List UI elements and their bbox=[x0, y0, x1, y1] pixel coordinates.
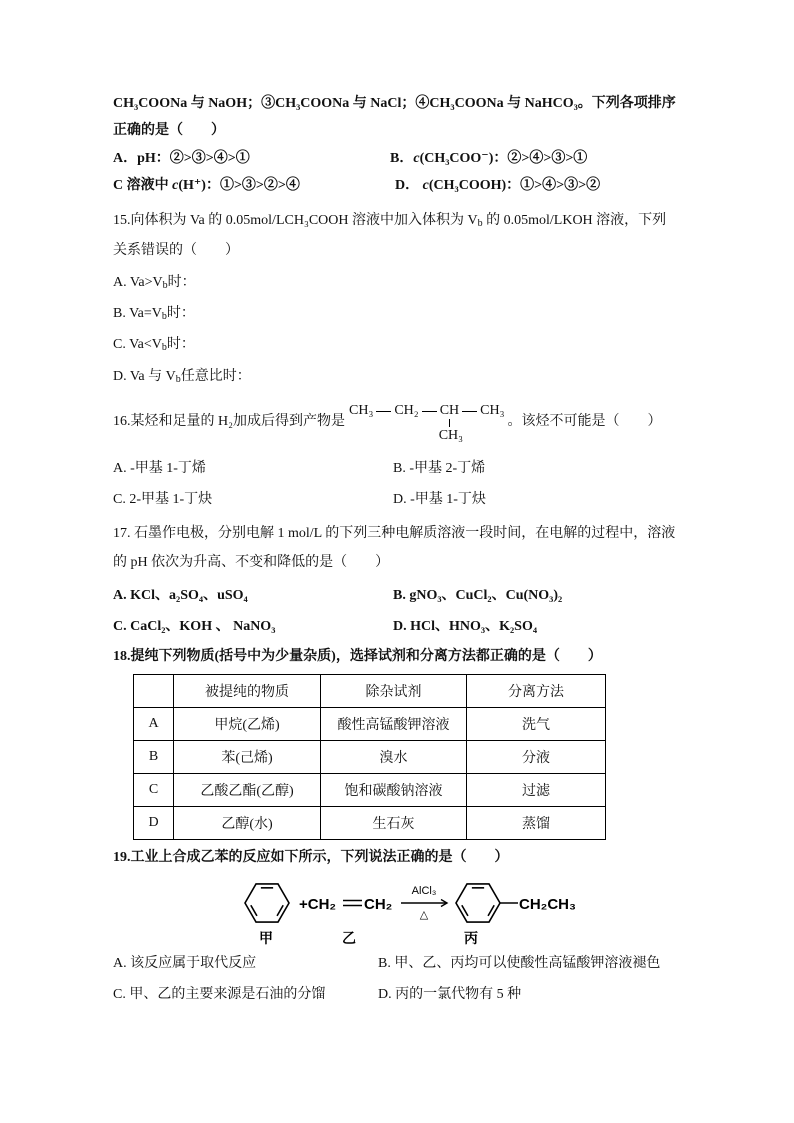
q15-option-c bbox=[113, 335, 195, 355]
q16-option-a: A. -甲基 1-丁烯 bbox=[113, 461, 206, 476]
concentration-symbol: c bbox=[422, 178, 429, 193]
table-cell-method: 蒸馏 bbox=[467, 807, 606, 840]
q14-option-b-text: (CH₃COO⁻)：②>④>③>① bbox=[419, 151, 588, 166]
table-header-cell: 除杂试剂 bbox=[321, 675, 467, 708]
table-row bbox=[134, 708, 606, 741]
volume-subscript: b bbox=[175, 374, 181, 385]
q19-option-a: A. 该反应属于取代反应 bbox=[113, 956, 257, 971]
q16-option-b: B. -甲基 2-丁烯 bbox=[393, 461, 486, 476]
volume-subscript: b bbox=[161, 311, 167, 322]
table-cell-method: 过滤 bbox=[467, 774, 606, 807]
table-cell-reagent: 溴水 bbox=[321, 741, 467, 774]
table-header-cell-empty bbox=[134, 675, 174, 708]
catalyst-label: AlCl₃ bbox=[411, 885, 437, 897]
q15-option-a-tail: 时： bbox=[167, 275, 196, 290]
q15-option-d-text: D. Va 与 V bbox=[113, 369, 176, 384]
q15-stem-end: 关系错误的（ ） bbox=[113, 243, 239, 258]
ethylene-right-group: CH₂ bbox=[364, 896, 393, 913]
table-cell-reagent: 饱和碳酸钠溶液 bbox=[321, 774, 467, 807]
table-cell-option: D bbox=[134, 807, 174, 840]
q19-option-d: D. 丙的一氯代物有 5 种 bbox=[378, 987, 522, 1002]
branch-point bbox=[438, 401, 464, 443]
q15-option-b bbox=[113, 304, 195, 324]
q15-stem-part1: 15.向体积为 Va 的 0.05mol/LCH₃COOH 溶液中加入体积为 V bbox=[113, 213, 478, 228]
q14-option-b bbox=[390, 149, 587, 169]
q19-option-c: C. 甲、乙的主要来源是石油的分馏 bbox=[113, 987, 326, 1002]
q17-stem: 17. 石墨作电极，分别电解 1 mol/L 的下列三种电解质溶液一段时间，在电解的过程中，溶液 bbox=[113, 526, 676, 541]
ethylene-double-bond bbox=[343, 901, 362, 906]
q14-option-d-text: (CH₃COOH)：①>④>③>② bbox=[428, 178, 601, 193]
single-bond bbox=[376, 411, 391, 412]
q14-option-c bbox=[113, 176, 300, 196]
table-row bbox=[134, 774, 606, 807]
table-cell-method: 分液 bbox=[467, 741, 606, 774]
table-cell-substance: 乙醇(水) bbox=[174, 807, 321, 840]
q15-option-c-tail: 时： bbox=[166, 337, 195, 352]
reaction-scheme bbox=[230, 870, 600, 952]
table-header-row bbox=[134, 675, 606, 708]
label-reactant-2: 乙 bbox=[342, 932, 356, 947]
chain-group-ch3-end: CH₃ bbox=[480, 403, 505, 418]
q14-option-b-label: B． bbox=[390, 151, 414, 166]
q15-stem bbox=[113, 211, 666, 231]
table-header-cell: 被提纯的物质 bbox=[174, 675, 321, 708]
table-cell-option: C bbox=[134, 774, 174, 807]
table-cell-reagent: 生石灰 bbox=[321, 807, 467, 840]
volume-subscript: b bbox=[477, 218, 483, 229]
q16-stem-start: 16.某烃和足量的 H₂加成后得到产物是 bbox=[113, 414, 345, 429]
q19-stem: 19.工业上合成乙苯的反应如下所示，下列说法正确的是（ ） bbox=[113, 850, 509, 865]
single-bond bbox=[422, 411, 437, 412]
single-bond bbox=[462, 411, 477, 412]
table-cell-method: 洗气 bbox=[467, 708, 606, 741]
chain-group-ch3: CH₃ bbox=[349, 403, 374, 418]
reaction-arrow bbox=[401, 900, 447, 907]
heat-symbol: △ bbox=[419, 909, 429, 921]
concentration-symbol: c bbox=[172, 178, 179, 193]
label-reactant-1: 甲 bbox=[259, 932, 273, 947]
q17-option-b: B. gNO₃、CuCl₂、Cu(NO₃)₂ bbox=[393, 588, 563, 603]
q15-option-b-text: B. Va=V bbox=[113, 306, 162, 321]
q16-stem-line bbox=[113, 401, 661, 447]
table-header-cell: 分离方法 bbox=[467, 675, 606, 708]
q15-option-a bbox=[113, 273, 196, 293]
chain-group-ch2: CH₂ bbox=[394, 403, 419, 418]
q17-option-c: C. CaCl₂、KOH 、 NaNO₃ bbox=[113, 619, 276, 634]
table-cell-reagent: 酸性高锰酸钾溶液 bbox=[321, 708, 467, 741]
volume-subscript: b bbox=[161, 342, 167, 353]
table-row bbox=[134, 807, 606, 840]
q19-option-b: B. 甲、乙、丙均可以使酸性高锰酸钾溶液褪色 bbox=[378, 956, 661, 971]
table-cell-substance: 甲烷(乙烯) bbox=[174, 708, 321, 741]
q15-option-c-text: C. Va<V bbox=[113, 337, 162, 352]
q17-option-a: A. KCl、a₂SO₄、uSO₄ bbox=[113, 588, 248, 603]
label-product: 丙 bbox=[464, 932, 478, 947]
branch-group-ch3: CH₃ bbox=[438, 428, 464, 443]
q15-option-a-text: A. Va>V bbox=[113, 275, 163, 290]
q14-option-a: A．pH：②>③>④>① bbox=[113, 151, 250, 166]
benzene-ring-product bbox=[456, 884, 500, 922]
volume-subscript: b bbox=[162, 280, 168, 291]
q15-option-d-tail: 任意比时： bbox=[180, 369, 251, 384]
concentration-symbol: c bbox=[413, 151, 420, 166]
table-row bbox=[134, 741, 606, 774]
ethyl-substituent: CH₂CH₃ bbox=[519, 896, 576, 913]
q17-option-d: D. HCl、HNO₃、K₂SO₄ bbox=[393, 619, 538, 634]
table-cell-option: A bbox=[134, 708, 174, 741]
q15-stem-part2: 的 0.05mol/LKOH 溶液，下列 bbox=[482, 213, 667, 228]
q14-option-c-text: (H⁺)：①>③>②>④ bbox=[178, 178, 300, 193]
benzene-ring-reactant bbox=[245, 884, 289, 922]
q16-stem-end: 。该烃不可能是（ ） bbox=[507, 414, 662, 429]
q16-option-d: D. -甲基 1-丁炔 bbox=[393, 492, 486, 507]
ring-outline bbox=[456, 884, 500, 922]
purification-table bbox=[133, 674, 606, 840]
chain-group-ch: CH bbox=[439, 403, 460, 418]
q15-option-b-tail: 时： bbox=[166, 306, 195, 321]
q14-stem-end: 正确的是（ ） bbox=[113, 123, 225, 138]
q14-option-d-label: D． bbox=[395, 178, 423, 193]
q14-option-c-label: C 溶液中 bbox=[113, 178, 173, 193]
q14-stem-continued: CH₃COONa 与 NaOH；③CH₃COONa 与 NaCl；④CH₃COONa 与 NaHCO₃。下列各项排序 bbox=[113, 96, 676, 111]
product-structural-formula bbox=[349, 401, 505, 443]
q18-stem: 18.提纯下列物质(括号中为少量杂质)，选择试剂和分离方法都正确的是（ ） bbox=[113, 649, 602, 664]
q15-option-d bbox=[113, 367, 251, 387]
table-cell-substance: 乙酸乙酯(乙醇) bbox=[174, 774, 321, 807]
q17-stem-end: 的 pH 依次为升高、不变和降低的是（ ） bbox=[113, 555, 390, 570]
ethylene-left-group: +CH₂ bbox=[299, 896, 337, 913]
table-cell-option: B bbox=[134, 741, 174, 774]
table-cell-substance: 苯(己烯) bbox=[174, 741, 321, 774]
ring-outline bbox=[245, 884, 289, 922]
q14-option-d bbox=[395, 176, 600, 196]
q16-option-c: C. 2-甲基 1-丁炔 bbox=[113, 492, 213, 507]
